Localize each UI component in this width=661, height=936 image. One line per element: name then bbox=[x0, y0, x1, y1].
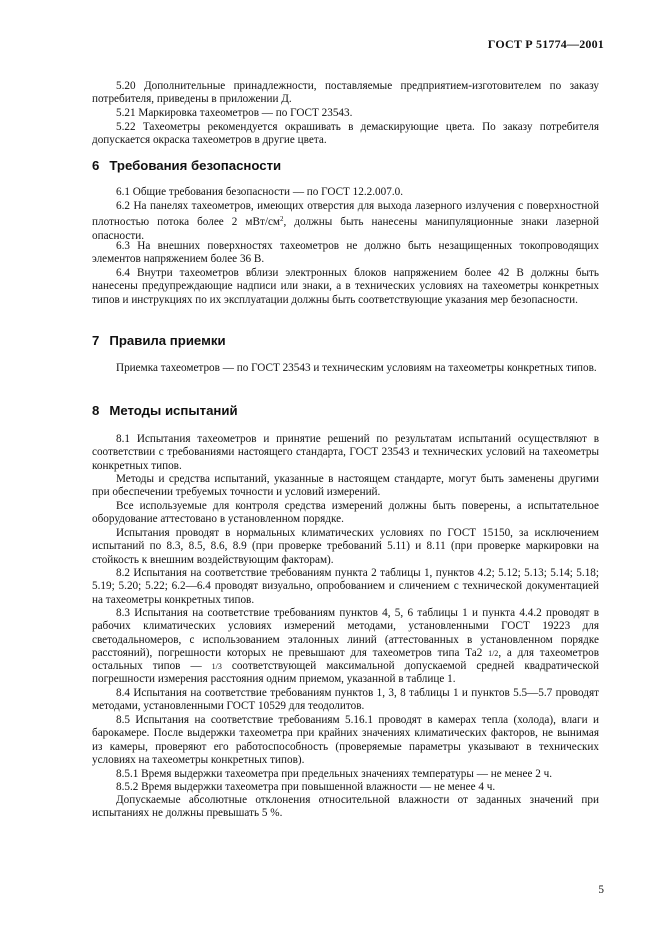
paragraph-8-1-verification: Все используемые для контроля средства измерений должны быть поверены, а испытательное оборудование аттестовано в установленном порядке. bbox=[92, 500, 599, 526]
paragraph-6-3: 6.3 На внешних поверхностях тахеометров не должно быть незащищенных токопроводящих элементов напряжением более 36 В. bbox=[92, 240, 599, 266]
section-7-title: Правила приемки bbox=[109, 333, 226, 348]
paragraph-8-2: 8.2 Испытания на соответствие требованиям пункта 2 таблицы 1, пунктов 4.2; 5.12; 5.13; 5.14; 5.18; 5.19; 5.20; 5.22; 6.2—6.4 проводят визуально, опробованием и сличением с технической документацией на тахеометры конкретных типов. bbox=[92, 567, 599, 606]
paragraph-6-1: 6.1 Общие требования безопасности — по ГОСТ 12.2.007.0. bbox=[116, 186, 404, 198]
paragraph-6-4: 6.4 Внутри тахеометров вблизи электронных блоков напряжением более 42 В должны быть нанесены предупреждающие надписи или знаки, а в технических условиях на тахеометры конкретных типов и инструкциях по их эксплуатации должны быть соответствующие указания мер безопасности. bbox=[92, 267, 599, 306]
paragraph-8-4: 8.4 Испытания на соответствие требованиям пунктов 1, 3, 8 таблицы 1 и пунктов 5.5—5.7 проводят методами, установленными ГОСТ 10529 для теодолитов. bbox=[92, 687, 599, 713]
section-8-heading bbox=[92, 404, 238, 417]
paragraph-7-1: Приемка тахеометров — по ГОСТ 23543 и техническим условиям на тахеометры конкретных типов. bbox=[116, 362, 597, 374]
section-8-title: Методы испытаний bbox=[109, 403, 238, 418]
paragraph-8-1: 8.1 Испытания тахеометров и принятие решений по результатам испытаний осуществляют в соответствии с требованиями настоящего стандарта, ГОСТ 23543 и технических условий на тахеометры конкретных типов. bbox=[92, 433, 599, 472]
section-6-heading bbox=[92, 159, 281, 172]
paragraph-8-5-1: 8.5.1 Время выдержки тахеометра при предельных значениях температуры — не менее 2 ч. bbox=[116, 768, 553, 780]
paragraph-8-5: 8.5 Испытания на соответствие требованиям 5.16.1 проводят в камерах тепла (холода), влаги и барокамере. После выдержки тахеометра при крайних значениях климатических факторов, не вынимая из камеры, проверяют его работоспособность (проверяемые параметры указывают в технических условиях на тахеометры конкретных типов). bbox=[92, 714, 599, 766]
section-7-heading bbox=[92, 334, 226, 347]
paragraph-5-21: 5.21 Маркировка тахеометров — по ГОСТ 23543. bbox=[116, 107, 353, 119]
fraction-one-half: 1/2 bbox=[488, 648, 499, 658]
paragraph-8-5-tolerance: Допускаемые абсолютные отклонения относительной влажности от заданных значений при испытаниях не должны превышать 5 %. bbox=[92, 794, 599, 820]
fraction-one-third: 1/3 bbox=[211, 662, 222, 672]
section-8-number: 8 bbox=[92, 403, 100, 418]
section-6-number: 6 bbox=[92, 158, 100, 173]
section-7-number: 7 bbox=[92, 333, 100, 348]
paragraph-8-1-methods: Методы и средства испытаний, указанные в настоящем стандарте, могут быть заменены другими при обеспечении требуемых точности и условий измерений. bbox=[92, 473, 599, 499]
page-number: 5 bbox=[598, 884, 604, 896]
section-6-title: Требования безопасности bbox=[109, 158, 282, 173]
paragraph-5-20: 5.20 Дополнительные принадлежности, поставляемые предприятием-изготовителем по заказу потребителя, приведены в приложении Д. bbox=[92, 80, 599, 106]
paragraph-8-3: 8.3 Испытания на соответствие требованиям пунктов 4, 5, 6 таблицы 1 и пункта 4.4.2 проводят в рабочих климатических условиях измерений методами, установленными ГОСТ 19223 для светодальномеров, с использованием эталонных линий (аттестованных в установленном порядке расстояний), погрешности которых не превышают для тахеометров типа Та2 1/2, а для тахеометров остальных типов — 1/3 соответствующей максимальной допускаемой средней квадратической погрешности измерения расстояния одним приемом, указанной в таблице 1. bbox=[92, 607, 599, 686]
paragraph-5-22: 5.22 Тахеометры рекомендуется окрашивать в демаскирующие цвета. По заказу потребителя допускается окраска тахеометров в другие цвета. bbox=[92, 121, 599, 147]
document-code: ГОСТ Р 51774—2001 bbox=[487, 37, 604, 51]
paragraph-8-5-2: 8.5.2 Время выдержки тахеометра при повышенной влажности — не менее 4 ч. bbox=[116, 781, 496, 793]
paragraph-6-2: 6.2 На панелях тахеометров, имеющих отверстия для выхода лазерного излучения с поверхностной плотностью потока более 2 мВт/$см^2$, должны быть нанесены манипуляционные знаки лазерной опасности. bbox=[92, 200, 599, 242]
paragraph-8-1-conditions: Испытания проводят в нормальных климатических условиях по ГОСТ 15150, за исключением испытаний по 8.3, 8.5, 8.6, 8.9 (при проверке требований 5.11) и 8.11 (при проверке маркировки на стойкость к внешним воздействующим факторам). bbox=[92, 527, 599, 566]
